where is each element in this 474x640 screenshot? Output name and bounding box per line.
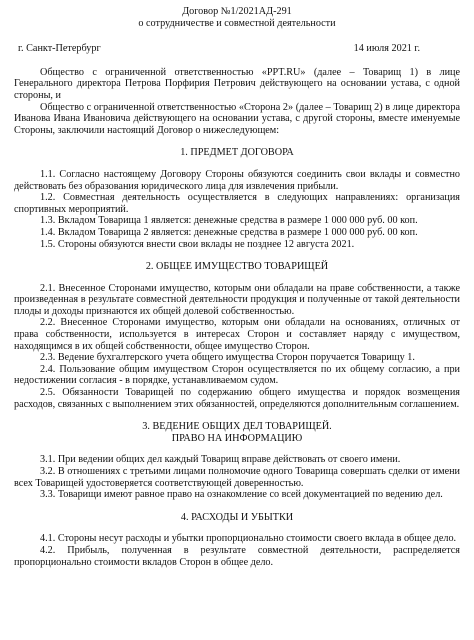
clause: 2.1. Внесенное Сторонами имущество, которым они обладали на праве собственности, а также произведенная в результате совместной деятельности продукция и полученные от такой деятельности плоды и доходы признаются их общей долевой собственностью. [14,282,460,317]
section-heading-text: 3. ВЕДЕНИЕ ОБЩИХ ДЕЛ ТОВАРИЩЕЙ. [142,421,332,433]
contract-title: Договор №1/2021АД-291 [182,6,292,17]
clause: 1.3. Вкладом Товарища 1 является: денежные средства в размере 1 000 000 руб. 00 коп. [40,215,418,227]
clause: 3.2. В отношениях с третьими лицами полномочие одного Товарища совершать сделки от имени всех Товарищей удостоверяется соответствующей доверенностью. [14,466,460,489]
section-3 [14,421,460,501]
section-heading [14,147,460,159]
section-1 [14,147,460,250]
clause: 3.1. При ведении общих дел каждый Товарищ вправе действовать от своего имени. [40,454,401,466]
section-4 [14,512,460,568]
clause: 3.3. Товарищи имеют равное право на ознакомление со всей документацией по ведению дел. [40,489,443,501]
contract-date: 14 июля 2021 г. [353,43,420,55]
section-2 [14,261,460,410]
clause: 2.4. Пользование общим имуществом Сторон осуществляется по их общему согласию, а при недостижении согласия - в порядке, устанавливаемом судом. [14,363,460,387]
clause: 1.2. Совместная деятельность осуществляется в следующих направлениях: организация спортивных мероприятий. [14,192,460,215]
clause: 4.2. Прибыль, полученная в результате совместной деятельности, распределяется пропорционально стоимости вкладов Сторон в общее дело. [14,544,460,568]
clause: 2.5. Обязанности Товарищей по содержанию общего имущества и порядок возмещения расходов, связанных с выполнением этих обязанностей, определяются дополнительным соглашением. [14,387,460,410]
preamble-party-1: Общество с ограниченной ответственностью «PPT.RU» (далее – Товарищ 1) в лице Генерального директора Петрова Порфирия Петрович действующего на основании устава, с одной стороны, и [14,66,460,101]
clause: 2.2. Внесенное Сторонами имущество, которым они обладали на основаниях, отличных от права собственности, используется в интересах Сторон и составляет наряду с имуществом, находящимся в их общей собственности, общее имущество Сторон. [14,317,460,352]
section-heading [14,261,460,273]
clause: 1.5. Стороны обязуются внести свои вклады не позднее 12 августа 2021. [40,238,355,250]
contract-city: г. Санкт-Петербург [18,43,101,55]
clause: 1.1. Согласно настоящему Договору Стороны обязуются соединить свои вклады и совместно действовать без образования юридического лица для извлечения прибыли. [14,168,460,192]
clause: 4.1. Стороны несут расходы и убытки пропорционально стоимости своего вклада в общее дело. [40,533,457,545]
section-heading-text: 2. ОБЩЕЕ ИМУЩЕСТВО ТОВАРИЩЕЙ [145,261,329,273]
clause: 2.3. Ведение бухгалтерского учета общего имущества Сторон поручается Товарищу 1. [40,352,415,364]
section-heading-text-line2: ПРАВО НА ИНФОРМАЦИЮ [171,432,303,444]
preamble-party-2: Общество с ограниченной ответственностью «Сторона 2» (далее – Товарищ 2) в лице директора Иванова Ивана Ивановича действующего на основании устава, с другой стороны, вместе именуемые Стороны, заключили настоящий Договор о нижеследующем: [14,101,460,136]
section-heading-text: 4. РАСХОДЫ И УБЫТКИ [180,511,294,523]
contract-subtitle: о сотрудничестве и совместной деятельности [138,17,336,29]
section-heading-text: 1. ПРЕДМЕТ ДОГОВОРА [180,147,294,159]
preamble [14,67,460,137]
place-date-row [14,43,460,55]
clause: 1.4. Вкладом Товарища 2 является: денежные средства в размере 1 000 000 руб. 00 коп. [40,226,418,238]
section-heading [14,512,460,524]
section-heading [14,421,460,444]
